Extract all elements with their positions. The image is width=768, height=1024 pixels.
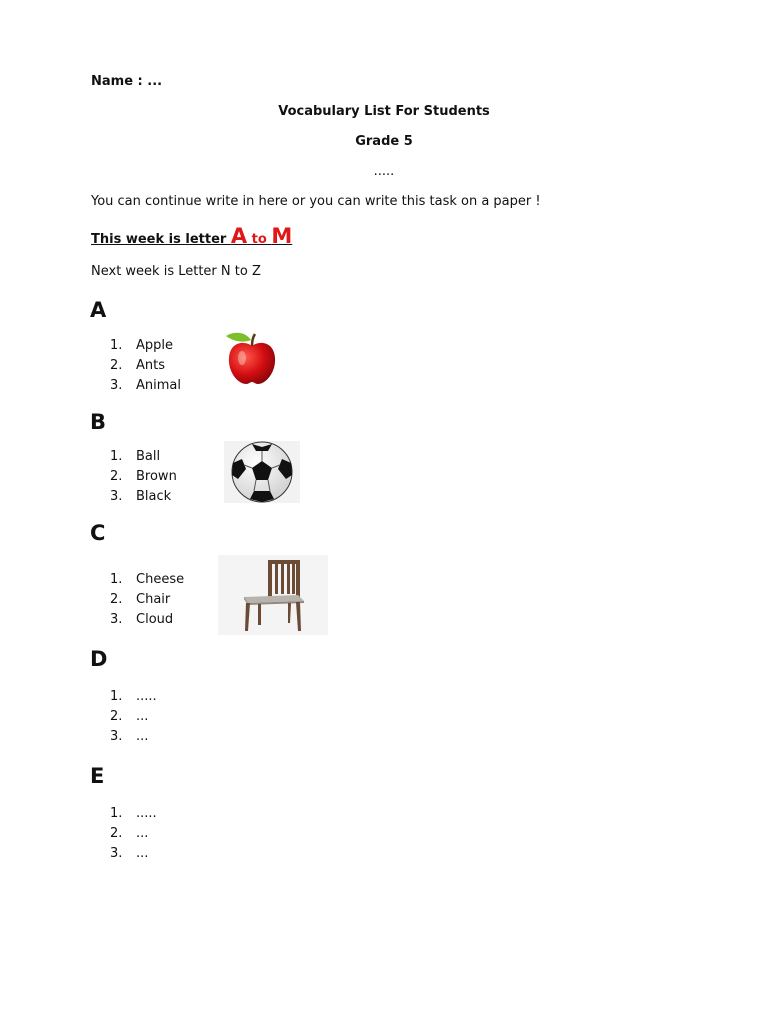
- word-list-d: [110, 687, 157, 747]
- section-letter-d: D: [90, 647, 108, 671]
- this-week-prefix: This week is letter: [91, 232, 231, 247]
- word-list-b: [110, 447, 177, 507]
- word-list-c: [110, 570, 184, 630]
- next-week-text: Next week is Letter N to Z: [91, 264, 261, 279]
- list-item: 1. .....: [110, 806, 157, 821]
- list-item: 2. ...: [110, 826, 149, 841]
- section-letter-c: C: [90, 521, 106, 545]
- list-item: 3. ...: [110, 729, 149, 744]
- word-list-a: [110, 336, 181, 396]
- soccer-ball-icon: [224, 441, 300, 503]
- list-item: 1. Apple: [110, 338, 174, 353]
- list-item: 3. Cloud: [110, 612, 174, 627]
- list-item: 3. ...: [110, 846, 149, 861]
- list-item: 3. Animal: [110, 378, 181, 393]
- list-item: 2. Ants: [110, 358, 166, 373]
- this-week-to-letter: M: [271, 224, 293, 248]
- section-letter-b: B: [90, 410, 107, 434]
- apple-icon: [222, 328, 282, 388]
- list-item: 2. Chair: [110, 592, 171, 607]
- chair-icon: [218, 555, 328, 635]
- dots-placeholder: .....: [373, 164, 395, 179]
- student-name-line: Name : ...: [91, 74, 163, 89]
- section-letter-e: E: [90, 764, 105, 788]
- list-item: 1. .....: [110, 689, 157, 704]
- grade-label: Grade 5: [355, 134, 413, 149]
- list-item: 1. Cheese: [110, 572, 185, 587]
- page-title: Vocabulary List For Students: [278, 104, 490, 119]
- this-week-from-letter: A: [230, 224, 248, 248]
- section-letter-a: A: [90, 298, 107, 322]
- this-week-mid: to: [247, 232, 272, 247]
- list-item: 2. Brown: [110, 469, 177, 484]
- list-item: 3. Black: [110, 489, 172, 504]
- this-week-heading: [91, 226, 292, 247]
- instruction-text: You can continue write in here or you can write this task on a paper !: [91, 194, 541, 209]
- list-item: 1. Ball: [110, 449, 161, 464]
- list-item: 2. ...: [110, 709, 149, 724]
- word-list-e: [110, 804, 157, 864]
